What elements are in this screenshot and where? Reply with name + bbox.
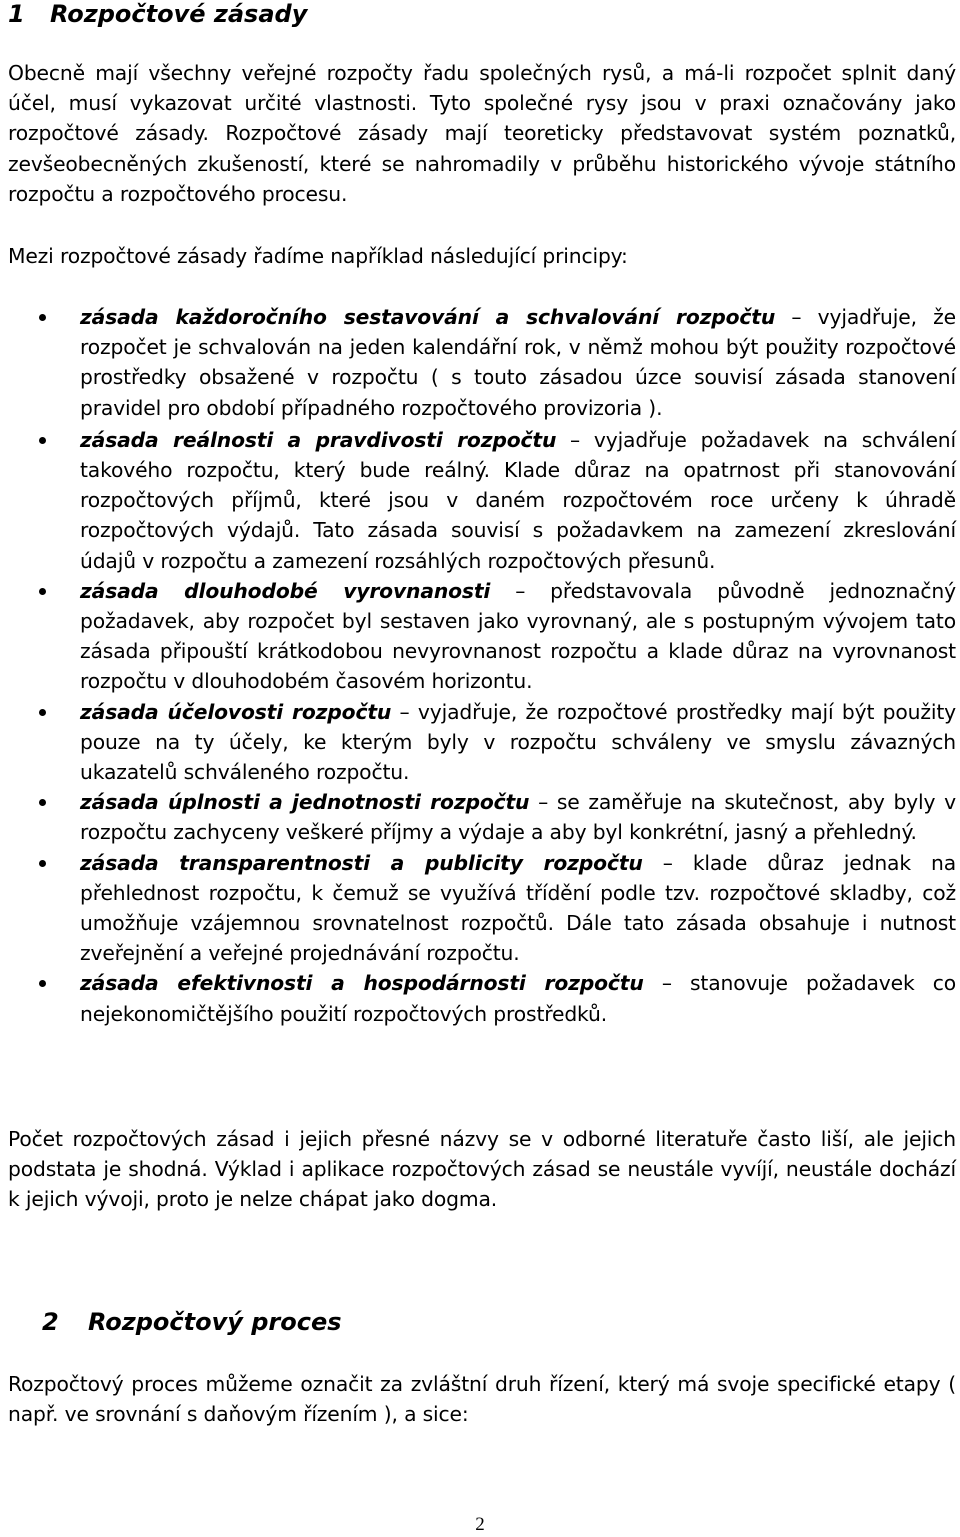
bullet-icon <box>39 437 46 444</box>
section-title: Rozpočtový proces <box>88 1308 342 1336</box>
bullet-icon <box>39 709 46 716</box>
principle-description: – stanovuje požadavek co nejekonomičtějšího použití rozpočtových prostředků. <box>80 971 956 1026</box>
principle-term: zásada úplnosti a jednotnosti rozpočtu <box>80 790 530 815</box>
principle-term: zásada každoročního sestavování a schvalování rozpočtu <box>80 305 776 329</box>
intro-paragraph: Obecně mají všechny veřejné rozpočty řadu společných rysů, a má-li rozpočet splnit daný účel, musí vykazovat určité vlastnosti. Tyto společné rysy jsou v praxi označovány jako rozpočtové zásady. Rozpočtové zásady mají teoreticky představovat systém poznatků, zevšeobecněných zkušeností, které se nahromadily v průběhu historického vývoje státního rozpočtu a rozpočtového procesu. <box>8 61 956 206</box>
list-item <box>0 697 960 788</box>
list-item <box>0 787 960 847</box>
principle-term: zásada účelovosti rozpočtu <box>80 699 392 724</box>
list-item <box>0 425 960 576</box>
list-item <box>0 848 960 969</box>
principle-term: zásada dlouhodobé vyrovnanosti <box>80 578 491 603</box>
list-item <box>0 968 960 1028</box>
section-number: 1 <box>8 0 25 28</box>
section-number: 2 <box>42 1308 59 1336</box>
principle-description: – klade důraz jednak na přehlednost rozpočtu, k čemuž se využívá třídění podle tzv. rozpočtové skladby, což umožňuje vzájemnou srovnatelnost rozpočtů. Dále tato zásada obsahuje i nutnost zveřejnění a veřejné projednávání rozpočtu. <box>80 850 956 966</box>
page-number: 2 <box>475 1514 485 1535</box>
principle-description: – vyjadřuje požadavek na schválení takového rozpočtu, který bude reálný. Klade důraz na opatrnost při stanovování rozpočtových příjmů, které jsou v daném rozpočtovém roce určeny k úhradě rozpočtových výdajů. Tato zásada souvisí s požadavkem na zamezení zkreslování údajů v rozpočtu a zamezení rozsáhlých rozpočtových přesunů. <box>80 427 956 573</box>
section-heading-2 <box>42 1308 342 1336</box>
section-heading-1 <box>8 0 307 28</box>
bullet-icon <box>39 314 46 321</box>
bullet-icon <box>39 799 46 806</box>
list-item <box>0 302 960 423</box>
principle-term: zásada transparentnosti a publicity rozpočtu <box>80 850 643 875</box>
principles-list <box>0 302 960 1029</box>
list-item <box>0 576 960 697</box>
bullet-icon <box>39 860 46 867</box>
principle-description: – se zaměřuje na skutečnost, aby byly v rozpočtu zachyceny veškeré příjmy a výdaje a aby byl konkrétní, jasný a přehledný. <box>80 790 956 845</box>
closing-paragraph: Počet rozpočtových zásad i jejich přesné názvy se v odborné literatuře často liší, ale jejich podstata je shodná. Výklad i aplikace rozpočtových zásad se neustále vyvíjí, neustále dochází k jejich vývoji, proto je nelze chápat jako dogma. <box>8 1127 956 1212</box>
principle-term: zásada efektivnosti a hospodárnosti rozpočtu <box>80 971 644 996</box>
section-title: Rozpočtové zásady <box>50 0 308 28</box>
bullet-icon <box>39 588 46 595</box>
bullet-icon <box>39 980 46 987</box>
principle-term: zásada reálnosti a pravdivosti rozpočtu <box>80 427 557 452</box>
section2-paragraph: Rozpočtový proces můžeme označit za zvláštní druh řízení, který má svoje specifické etapy ( např. ve srovnání s daňovým řízením ), a sice: <box>8 1372 956 1427</box>
principle-description: – představovala původně jednoznačný požadavek, aby rozpočet byl sestaven jako vyrovnaný, ale s postupným vývojem tato zásada připouští krátkodobou nevyrovnanost rozpočtu a klade důraz na vyrovnanost rozpočtu v dlouhodobém časovém horizontu. <box>80 578 956 694</box>
principle-description: – vyjadřuje, že rozpočet je schvalován na jeden kalendářní rok, v němž mohou být použity rozpočtové prostředky obsažené v rozpočtu ( s touto zásadou úzce souvisí zásada stanovení pravidel pro období případného rozpočtového provizoria ). <box>80 305 956 420</box>
principle-description: – vyjadřuje, že rozpočtové prostředky mají být použity pouze na ty účely, ke kterým byly v rozpočtu schváleny ve smyslu závazných ukazatelů schváleného rozpočtu. <box>80 699 956 785</box>
list-intro-paragraph: Mezi rozpočtové zásady řadíme například následující principy: <box>8 244 628 268</box>
